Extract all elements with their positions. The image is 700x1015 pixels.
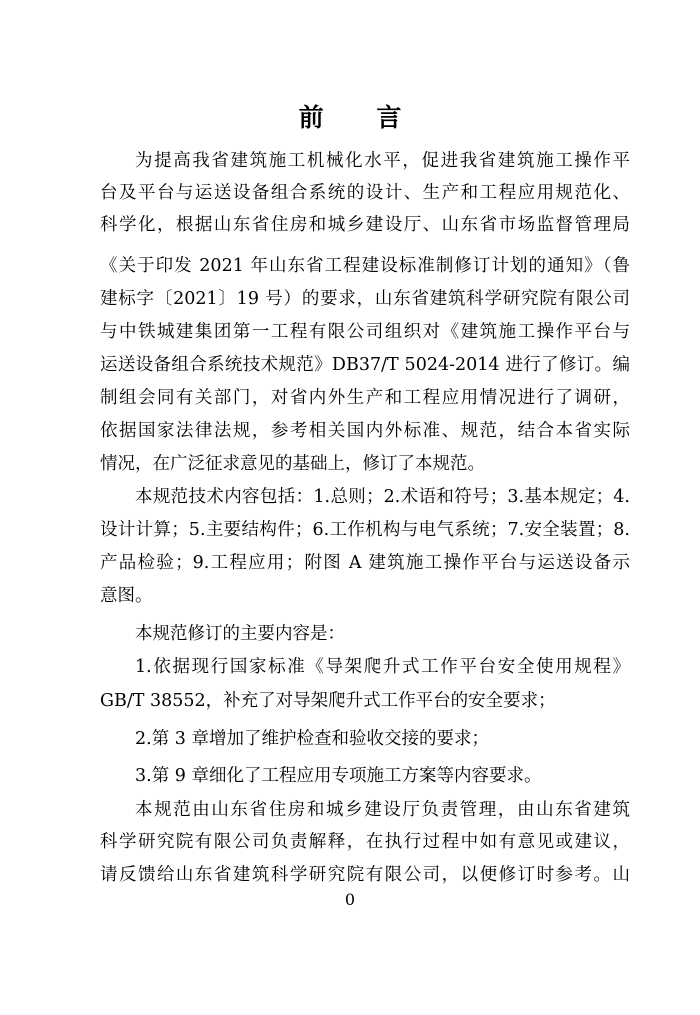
paragraph-line: 依据国家法律法规，参考相关国内外标准、规范，结合本省实际 bbox=[100, 421, 630, 441]
paragraph-line: 建标字〔2021〕19 号）的要求，山东省建筑科学研究院有限公司 bbox=[100, 289, 630, 309]
paragraph-line: 台及平台与运送设备组合系统的设计、生产和工程应用规范化、 bbox=[100, 183, 630, 203]
paragraph-line: 1.依据现行国家标准《导架爬升式工作平台安全使用规程》 bbox=[135, 657, 630, 677]
paragraph-line: GB/T 38552，补充了对导架爬升式工作平台的安全要求； bbox=[100, 691, 556, 711]
paragraph-line: 设计计算；5.主要结构件；6.工作机构与电气系统；7.安全装置；8. bbox=[100, 520, 630, 540]
paragraph-line: 情况，在广泛征求意见的基础上，修订了本规范。 bbox=[100, 454, 485, 474]
paragraph-line: 请反馈给山东省建筑科学研究院有限公司，以便修订时参考。山 bbox=[100, 865, 630, 885]
paragraph-line: 产品检验；9.工程应用；附图 A 建筑施工操作平台与运送设备示 bbox=[100, 553, 630, 573]
paragraph-line: 意图。 bbox=[100, 586, 153, 606]
paragraph-line: 与中铁城建集团第一工程有限公司组织对《建筑施工操作平台与 bbox=[100, 322, 630, 342]
paragraph-line: 《关于印发 2021 年山东省工程建设标准制修订计划的通知》（鲁 bbox=[100, 256, 630, 276]
paragraph-line: 本规范技术内容包括：1.总则；2.术语和符号；3.基本规定；4. bbox=[135, 487, 630, 507]
paragraph-line: 制组会同有关部门，对省内外生产和工程应用情况进行了调研， bbox=[100, 388, 630, 408]
page-title: 前 言 bbox=[298, 103, 424, 132]
paragraph-line: 科学化，根据山东省住房和城乡建设厅、山东省市场监督管理局 bbox=[100, 215, 630, 235]
paragraph-line: 2.第 3 章增加了维护检查和验收交接的要求； bbox=[135, 729, 489, 749]
page-number: 0 bbox=[344, 890, 356, 909]
paragraph-line: 科学研究院有限公司负责解释，在执行过程中如有意见或建议， bbox=[100, 832, 630, 852]
paragraph-line: 3.第 9 章细化了工程应用专项施工方案等内容要求。 bbox=[135, 766, 542, 786]
paragraph-line: 本规范修订的主要内容是： bbox=[135, 624, 345, 644]
paragraph-line: 本规范由山东省住房和城乡建设厅负责管理，由山东省建筑 bbox=[135, 800, 630, 820]
paragraph-line: 运送设备组合系统技术规范》DB37/T 5024-2014 进行了修订。编 bbox=[100, 355, 630, 375]
paragraph-line: 为提高我省建筑施工机械化水平，促进我省建筑施工操作平 bbox=[135, 151, 630, 171]
